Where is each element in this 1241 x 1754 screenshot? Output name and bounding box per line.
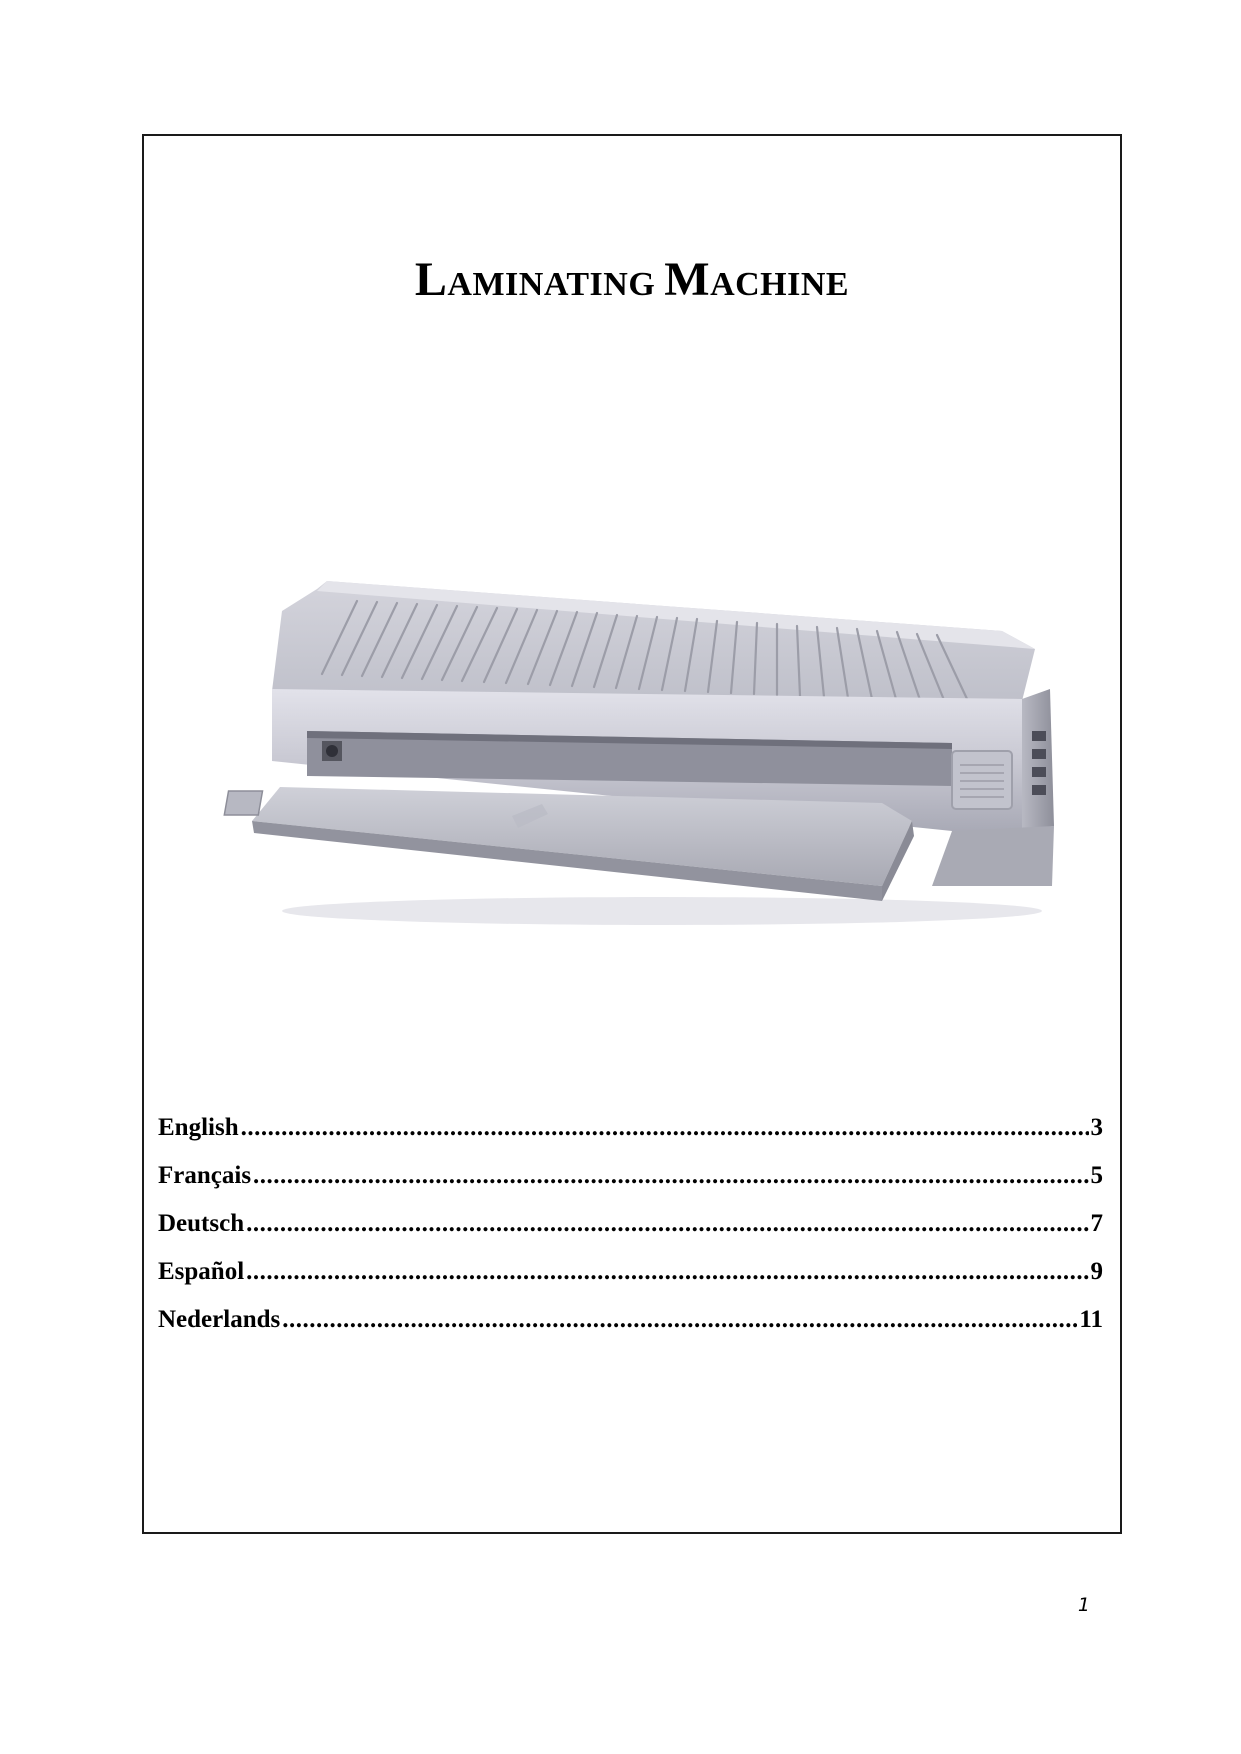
toc-label: Español — [158, 1258, 245, 1285]
title-initial-m: M — [664, 253, 711, 306]
title-initial-l: L — [414, 253, 448, 306]
toc-page-number: 11 — [1079, 1306, 1103, 1333]
toc-label: Nederlands — [158, 1306, 281, 1333]
cover-frame — [142, 134, 1122, 1534]
document-title — [144, 253, 1120, 306]
toc-label: Deutsch — [158, 1210, 245, 1237]
toc-row-espanol[interactable] — [158, 1258, 1103, 1306]
toc-page-number: 3 — [1090, 1114, 1103, 1141]
toc-leader-dots — [282, 1306, 1077, 1334]
toc-row-deutsch[interactable] — [158, 1210, 1103, 1258]
page-number: 1 — [1077, 1594, 1090, 1616]
laminating-machine-photo — [192, 431, 1077, 941]
toc-leader-dots — [246, 1258, 1088, 1286]
toc-page-number: 5 — [1090, 1162, 1103, 1189]
toc-label: English — [158, 1114, 239, 1141]
toc-row-english[interactable] — [158, 1114, 1103, 1162]
toc-row-nederlands[interactable] — [158, 1306, 1103, 1354]
toc-page-number: 7 — [1090, 1210, 1103, 1237]
toc-row-francais[interactable] — [158, 1162, 1103, 1210]
toc-page-number: 9 — [1090, 1258, 1103, 1285]
toc-label: Français — [158, 1162, 252, 1189]
title-word1-rest: AMINATING — [447, 266, 656, 303]
toc-leader-dots — [241, 1114, 1089, 1142]
title-word2-rest: ACHINE — [710, 266, 850, 303]
toc-leader-dots — [246, 1210, 1088, 1238]
toc-leader-dots — [253, 1162, 1088, 1190]
table-of-contents — [158, 1114, 1103, 1354]
